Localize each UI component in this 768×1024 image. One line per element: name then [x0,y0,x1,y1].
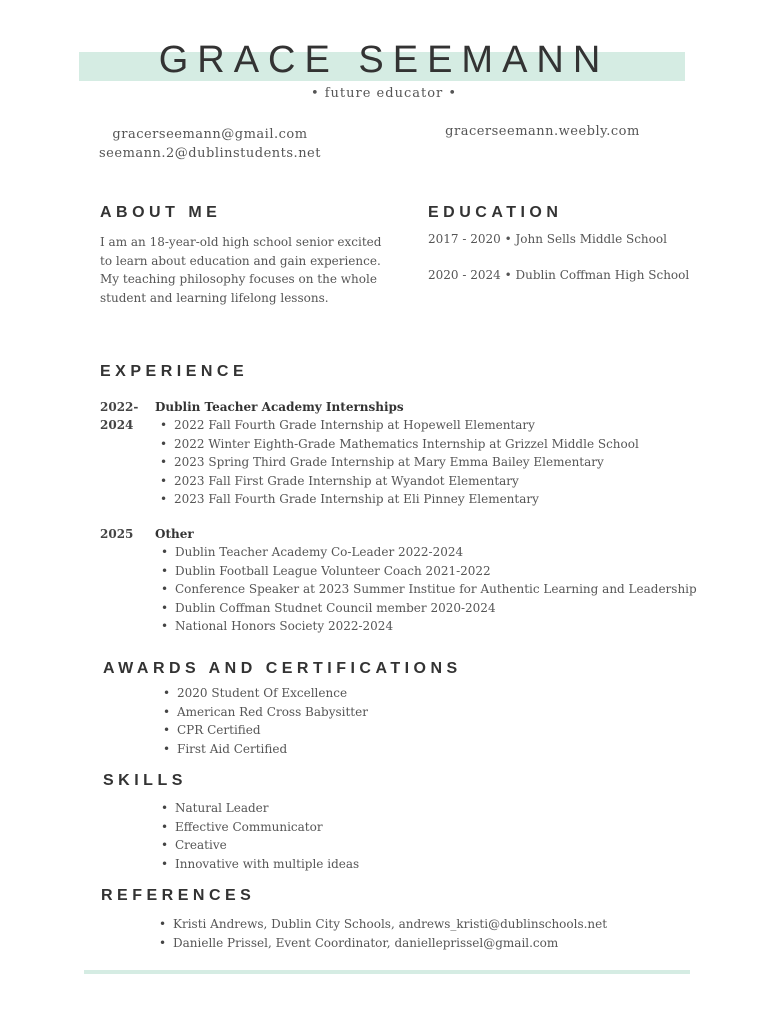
email-block [80,125,340,163]
list-item: • Conference Speaker at 2023 Summer Institue for Authentic Learning and Leadership [160,580,697,599]
education-entry: 2020 - 2024 • Dublin Coffman High School [428,268,690,282]
references-heading: REFERENCES [101,887,256,904]
skills-heading: SKILLS [103,772,187,789]
candidate-name: GRACE SEEMANN [158,39,610,81]
experience-heading: EXPERIENCE [100,363,249,380]
list-item: • Effective Communicator [160,818,359,837]
list-item: • Dublin Coffman Studnet Council member 2020-2024 [160,599,697,618]
list-item: • First Aid Certified [162,740,368,759]
list-item: • 2023 Spring Third Grade Internship at Mary Emma Bailey Elementary [159,453,639,472]
education-entry: 2017 - 2020 • John Sells Middle School [428,232,667,246]
list-item: • Natural Leader [160,799,359,818]
list-item: • 2023 Fall Fourth Grade Internship at Eli Pinney Elementary [159,490,639,509]
email-personal[interactable]: gracerseemann@gmail.com [112,127,308,142]
list-item: • Kristi Andrews, Dublin City Schools, andrews_kristi@dublinschools.net [158,915,607,934]
about-text: I am an 18-year-old high school senior excited to learn about education and gain experience. My teaching philosophy focuses on the whole student and learning lifelong lessons. [100,235,382,305]
experience-years: 2022- 2024 [100,400,139,432]
list-item: • American Red Cross Babysitter [162,703,368,722]
experience-years: 2025 [100,527,134,541]
about-heading: ABOUT ME [100,204,222,221]
education-heading: EDUCATION [428,204,563,221]
list-item: • 2022 Winter Eighth-Grade Mathematics Internship at Grizzel Middle School [159,435,639,454]
list-item: • Creative [160,836,359,855]
list-item: • National Honors Society 2022-2024 [160,617,697,636]
awards-heading: AWARDS AND CERTIFICATIONS [103,660,462,677]
list-item: • Dublin Football League Volunteer Coach 2021-2022 [160,562,697,581]
footer-divider [84,970,690,974]
tagline: • future educator • [310,86,458,101]
experience-list [160,543,697,636]
website-link[interactable]: gracerseemann.weebly.com [445,124,640,139]
list-item: • CPR Certified [162,721,368,740]
list-item: • 2022 Fall Fourth Grade Internship at Hopewell Elementary [159,416,639,435]
skills-list [160,799,359,873]
list-item: • Dublin Teacher Academy Co-Leader 2022-2024 [160,543,697,562]
list-item: • 2020 Student Of Excellence [162,684,368,703]
awards-list [162,684,368,758]
references-list [158,915,607,952]
list-item: • 2023 Fall First Grade Internship at Wyandot Elementary [159,472,639,491]
experience-group-title: Other [155,527,194,541]
list-item: • Innovative with multiple ideas [160,855,359,874]
experience-list [159,416,639,509]
email-school[interactable]: seemann.2@dublinstudents.net [99,146,321,161]
list-item: • Danielle Prissel, Event Coordinator, danielleprissel@gmail.com [158,934,607,953]
experience-group-title: Dublin Teacher Academy Internships [155,400,404,414]
